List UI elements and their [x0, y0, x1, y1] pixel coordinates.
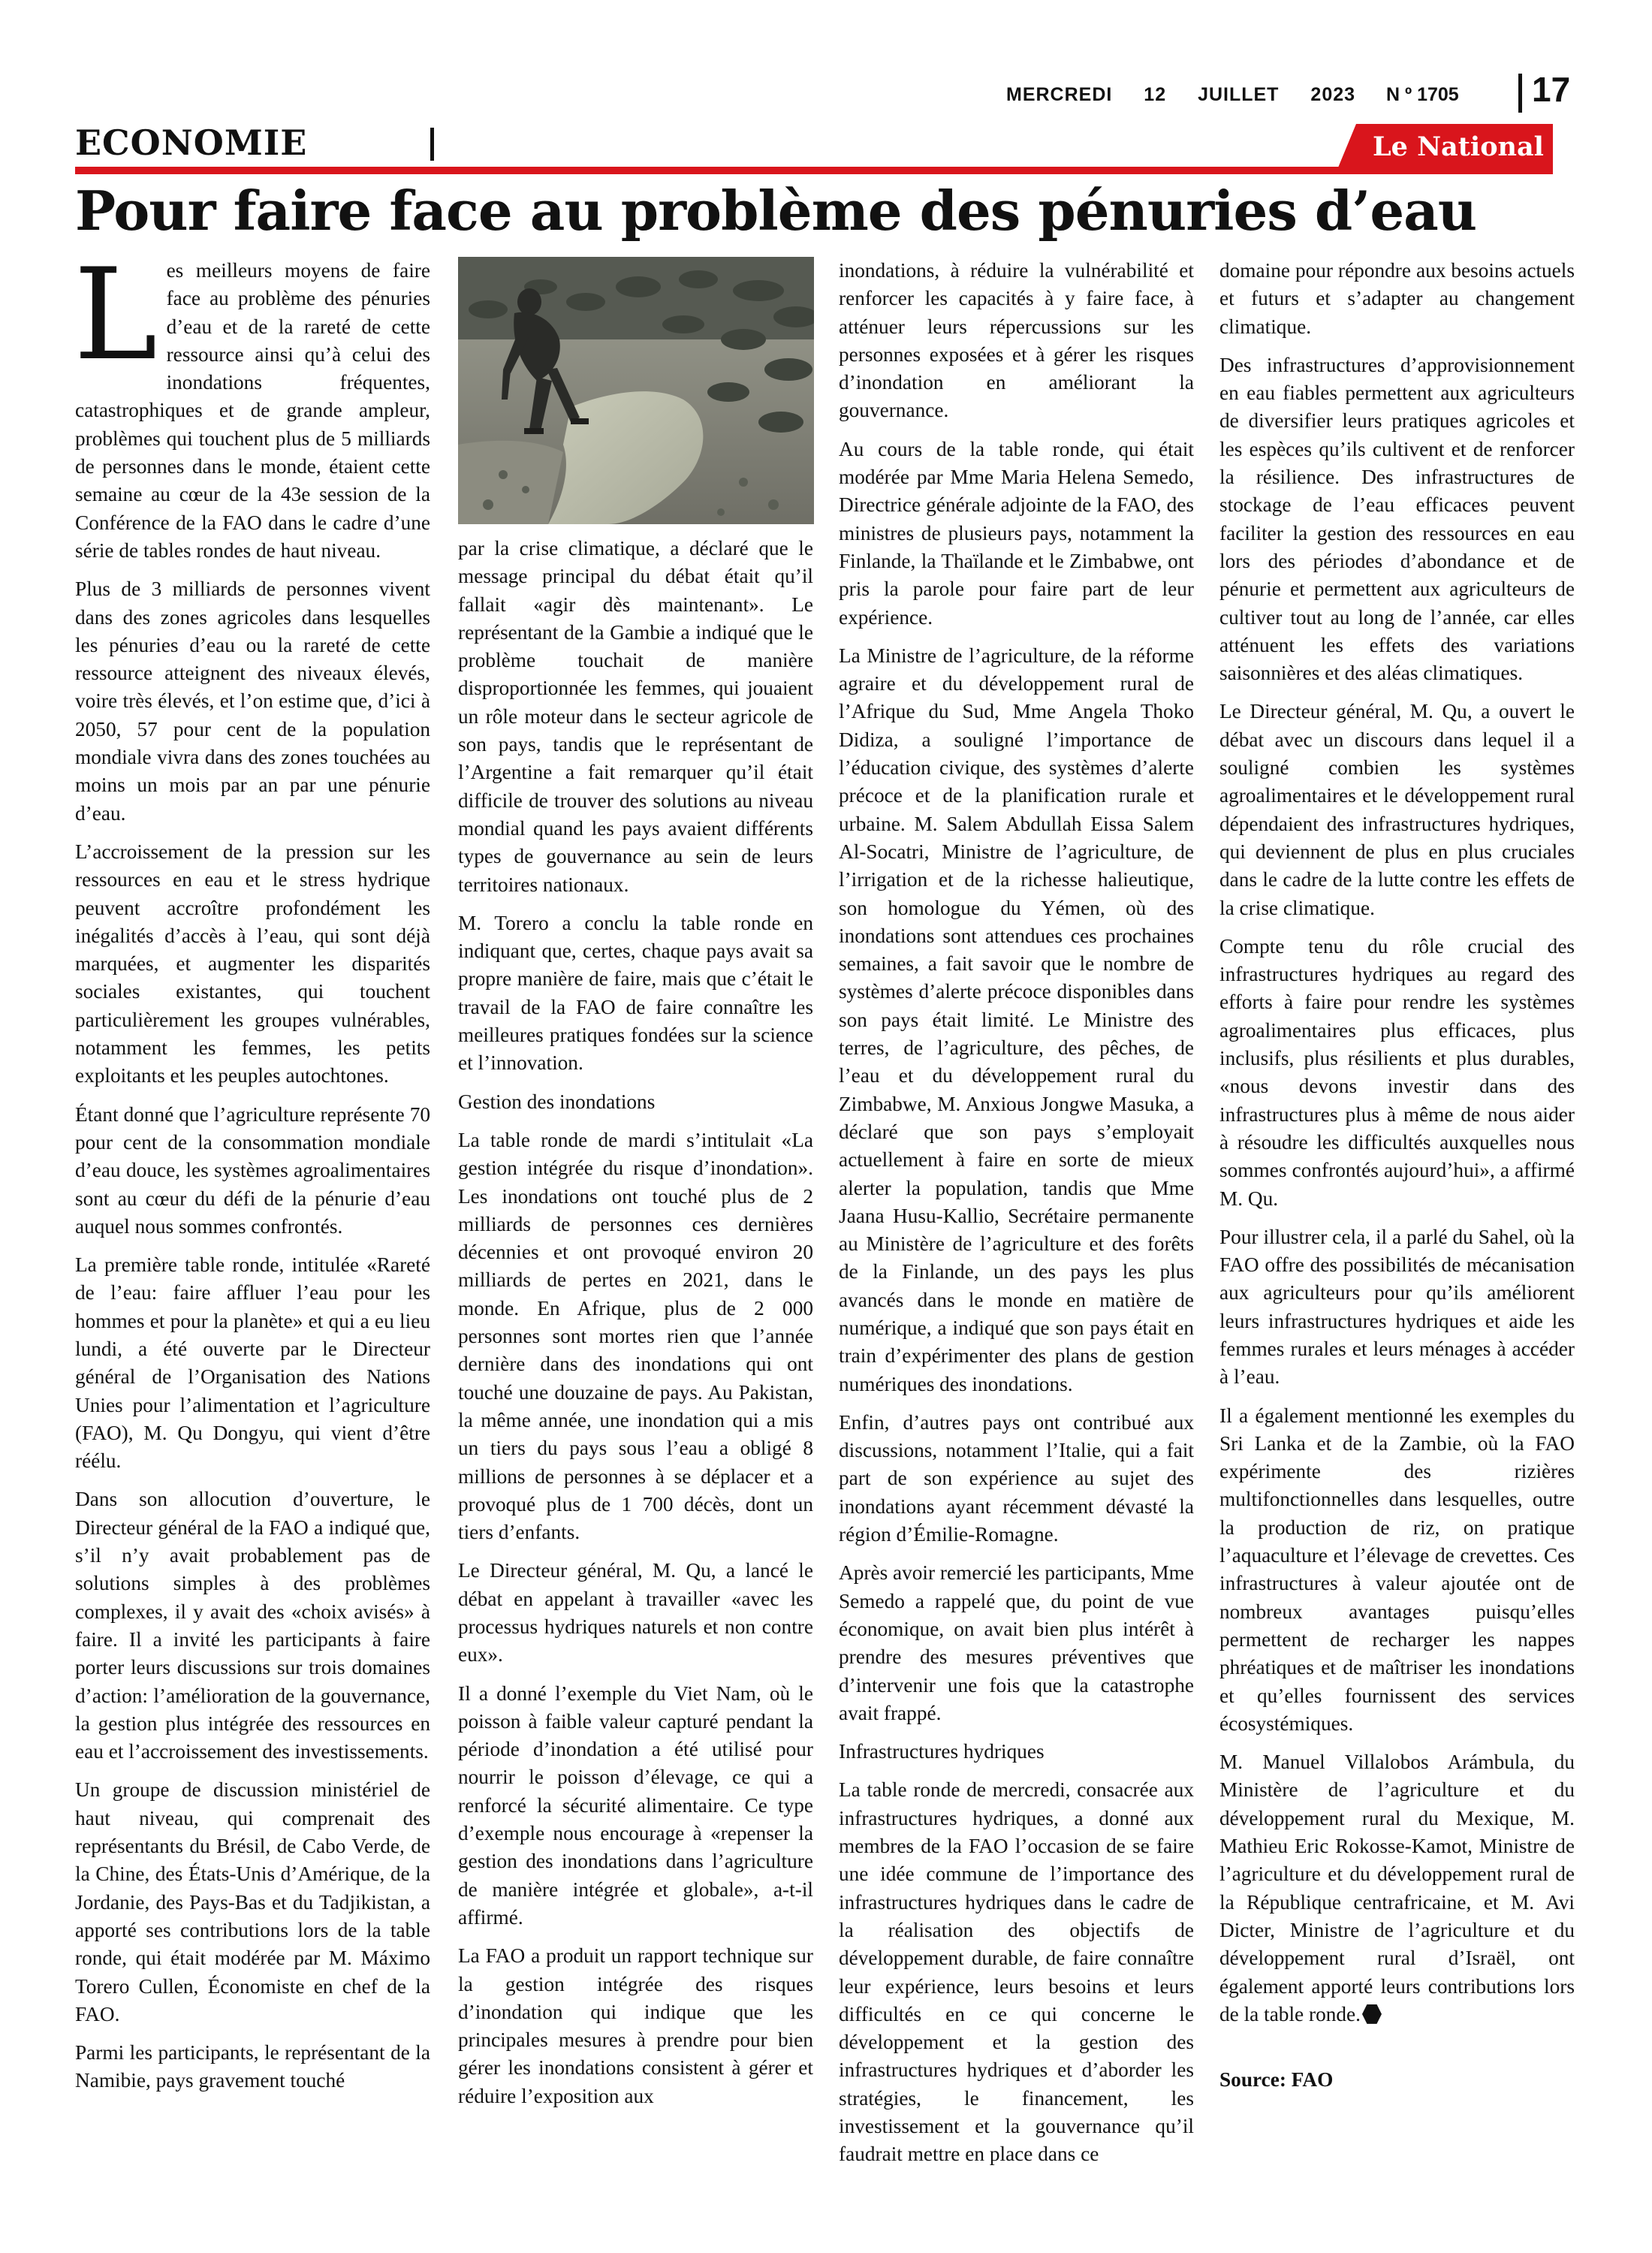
article-column-1 — [74, 241, 430, 2106]
paragraph: L’accroissement de la pression sur les ressources en eau et le stress hydrique peuvent accroître profondément les inégalités d’accès à l’eau, qui sont déjà marquées, et augmenter les disparités sociales existantes, qui touchent particulièrement les groupes vulnérables, notamment les femmes, les petits exploitants et les peuples autochtones. — [75, 840, 430, 1087]
paragraph: Il a donné l’exemple du Viet Nam, où le poisson à faible valeur capturé pendant la période d’inondation a été utilisé pour nourrir le poisson d’élevage, ce qui a renforcé la sécurité alimentaire. Ce type d’exemple nous encourage à «repenser la gestion des inondations dans l’agriculture de manière intégrée et globale», a-t-il affirmé. — [458, 1681, 813, 1929]
paragraph: M. Torero a conclu la table ronde en indiquant que, certes, chaque pays avait sa propre manière de faire, mais que c’était le travail de la FAO de faire connaître les meilleures pratiques fondées sur la science et l’innovation. — [458, 911, 813, 1075]
issue-date — [1006, 84, 1381, 106]
paragraph: Un groupe de discussion ministériel de haut niveau, qui comprenait des représentants du Brésil, de Cabo Verde, de la Chine, des États-Unis d’Amérique, de la Jordanie, des Pays-Bas et du Tadjikistan, a apporté ses contributions lors de la table ronde, qui était modérée par M. Máximo Torero Cullen, Économiste en chef de la FAO. — [75, 1778, 430, 2025]
article-photo — [458, 257, 814, 524]
paragraph: Parmi les participants, le représentant de la Namibie, pays gravement touché — [75, 2041, 430, 2092]
paragraph: La première table ronde, intitulée «Rareté de l’eau: faire affluer l’eau pour les hommes et pour la planète» et qui a eu lieu lundi, a été ouverte par le Directeur général de l’Organisation des Nations Unies pour l’alimentation et l’agriculture (FAO), M. Qu Dongyu, qui vient d’être réélu. — [75, 1253, 430, 1473]
paragraph: Compte tenu du rôle crucial des infrastructures hydriques au regard des efforts à faire pour rendre les systèmes agroalimentaires plus efficaces, plus inclusifs, plus résilients et plus durables, «nous devons investir dans des infrastructures plus à même de nous aider à résoudre les difficultés auxquelles nous sommes confrontés aujourd’hui», a affirmé M. Qu. — [1219, 934, 1575, 1210]
section-divider — [430, 128, 434, 161]
paragraph: La FAO a produit un rapport technique sur la gestion intégrée des risques d’inondation qui indique que les principales mesures à prendre pour bien gérer les inondations consistent à gérer et réduire l’exposition aux — [458, 1944, 813, 2107]
article-column-2 — [458, 257, 813, 2121]
paragraph: Le Directeur général, M. Qu, a ouvert le débat avec un discours dans lequel il a souligné combien les systèmes agroalimentaires et le développement rural dépendaient des infrastructures hydriques, qui deviennent de plus en plus cruciales dans le cadre de la lutte contre les effets de la crise climatique. — [1219, 700, 1575, 919]
paragraph: Étant donné que l’agriculture représente 70 pour cent de la consommation mondiale d’eau douce, les systèmes agroalimentaires sont au cœur du défi de la pénurie d’eau auquel nous sommes confrontés. — [75, 1102, 430, 1238]
end-of-article-icon — [1362, 2004, 1382, 2024]
paragraph: Des infrastructures d’approvisionnement en eau fiables permettent aux agriculteurs de diversifier leurs pratiques agricoles et les espèces qu’ils cultivent et de renforcer la résilience. Des infrastructures de stockage de l’eau efficaces peuvent faciliter la gestion des ressources en eau lors des périodes d’abondance et de pénurie et permettent aux agriculteurs de cultiver tout au long de l’année, car elles atténuent les effets des variations saisonnières et des aléas climatiques. — [1219, 353, 1575, 685]
issue-number: N º 1705 — [1386, 84, 1459, 105]
paragraph: domaine pour répondre aux besoins actuels et futurs et s’adapter au changement climatique. — [1219, 259, 1575, 338]
paragraph: Dans son allocution d’ouverture, le Directeur général de la FAO a indiqué que, s’il n’y avait probablement pas de solutions simples à des problèmes complexes, il y avait des «choix avisés» à faire. Il a invité les participants à faire porter leurs discussions sur trois domaines d’action: l’amélioration de la gouvernance, la gestion plus intégrée des ressources en eau et l’accroissement des investissements. — [75, 1488, 430, 1763]
subheading-water-infrastructure: Infrastructures hydriques — [839, 1740, 1045, 1763]
page-number: 17 — [1532, 70, 1571, 109]
article-headline: Pour faire face au problème des pénuries d’eau — [75, 179, 1477, 243]
paragraph: La Ministre de l’agriculture, de la réforme agraire et du développement rural de l’Afrique du Sud, Mme Angela Thoko Didiza, a souligné l’importance de l’éducation civique, des systèmes d’alerte précoce et de la planification rurale et urbaine. M. Salem Abdullah Eissa Salem Al-Socatri, Ministre de l’agriculture, de l’irrigation et de la richesse halieutique, son homologue du Yémen, où des inondations sont attendues ces prochaines semaines, a fait savoir que le nombre de systèmes d’alerte précoce disponibles dans son pays était limité. Le Ministre des terres, de l’agriculture, des pêches, de l’eau et du développement rural du Zimbabwe, M. Anxious Jongwe Masuka, a déclaré que son pays s’employait actuellement à faire en sorte de mieux alerter la population, tandis que Mme Jaana Husu-Kallio, Secrétaire permanente au Ministère de l’agriculture et des forêts de la Finlande, un des pays les plus avancés dans le monde en matière de numérique, a indiqué que son pays était en train d’expérimenter des plans de gestion numériques des inondations. — [839, 644, 1194, 1395]
drop-cap: L — [74, 241, 158, 388]
paragraph — [74, 241, 430, 565]
paragraph: Enfin, d’autres pays ont contribué aux discussions, notamment l’Italie, qui a fait part de son expérience au sujet des inondations ayant récemment dévasté la région d’Émilie-Romagne. — [839, 1410, 1194, 1546]
paragraph: La table ronde de mardi s’intitulait «La gestion intégrée du risque d’inondation». Les inondations ont touché plus de 2 milliards de personnes ces dernières décennies et ont provoqué environ 20 milliards de pertes en 2021, dans le monde. En Afrique, plus de 2 000 personnes sont mortes rien que l’année dernière dans des inondations qui ont touché une douzaine de pays. Au Pakistan, la même année, une inondation qui a mis un tiers du pays sous l’eau a obligé 8 millions de personnes à se déplacer et a provoqué plus de 1 700 décès, dont un tiers d’enfants. — [458, 1128, 813, 1544]
paragraph: Plus de 3 milliards de personnes vivent dans des zones agricoles dans lesquelles les pénuries d’eau ou la rareté de cette ressource atteignent des niveaux élevés, voire très élevés, et l’on estime que, d’ici à 2050, 57 pour cent de la population mondiale vivra dans des zones touchées au moins un mois par an par une pénurie d’eau. — [75, 578, 430, 825]
section-title: ECONOMIE — [75, 122, 308, 163]
paragraph-text: M. Manuel Villalobos Arámbula, du Ministère de l’agriculture et du développement rural du Mexique, M. Mathieu Eric Rokosse-Kamot, Ministre de l’agriculture et du développement rural de la République centrafricaine, et M. Avi Dicter, Ministre de l’agriculture et du développement rural d’Israël, ont également apporté leurs contributions lors de la table ronde. — [1219, 1751, 1575, 2025]
article-column-4 — [1219, 257, 1575, 2104]
farmer-irrigation-photo — [458, 257, 814, 524]
paragraph: Il a également mentionné les exemples du Sri Lanka et de la Zambie, où la FAO expérimente des rizières multifonctionnelles dans lesquelles, outre la production de riz, on pratique l’aquaculture et l’élevage de crevettes. Ces infrastructures à valeur ajoutée ont de nombreux avantages puisqu’elles permettent de recharger les nappes phréatiques et de maîtriser les inondations et qu’elles fournissent des services écosystémiques. — [1219, 1404, 1575, 1735]
paragraph: inondations, à réduire la vulnérabilité et renforcer les capacités à y faire face, à atténuer leurs répercussions sur les personnes exposées et à gérer les risques d’inondation en améliorant la gouvernance. — [839, 259, 1194, 422]
header-rule — [75, 167, 1553, 174]
article-column-3 — [839, 257, 1194, 2179]
article-source: Source: FAO — [1219, 2068, 1334, 2092]
paragraph: Après avoir remercié les participants, Mme Semedo a rappelé que, du point de vue économique, on avait bien plus intérêt à prendre des mesures préventives que d’intervenir une fois que la catastrophe avait frappé. — [839, 1561, 1194, 1724]
newspaper-brand: Le National — [1373, 131, 1544, 162]
subheading-flood-management: Gestion des inondations — [458, 1090, 656, 1113]
date-day: MERCREDI — [1006, 84, 1113, 105]
date-year: 2023 — [1310, 84, 1356, 105]
paragraph: Le Directeur général, M. Qu, a lancé le débat en appelant à travailler «avec les processus hydriques naturels et non contre eux». — [458, 1559, 813, 1666]
paragraph: Au cours de la table ronde, qui était modérée par Mme Maria Helena Semedo, Directrice générale adjointe de la FAO, des ministres de plusieurs pays, notamment la Finlande, la Thaïlande et le Zimbabwe, ont pris la parole pour faire part de leur expérience. — [839, 437, 1194, 629]
paragraph: par la crise climatique, a déclaré que le message principal du débat était qu’il fallait «agir dès maintenant». Le représentant de la Gambie a indiqué que le problème touchait de manière disproportionnée les femmes, qui jouaient un rôle moteur dans le secteur agricole de son pays, tandis que le représentant de l’Argentine a fait remarquer qu’il était difficile de trouver des solutions au niveau mondial quand les pays avaient différents types de gouvernance au sein de leurs territoires nationaux. — [458, 537, 813, 896]
paragraph: Pour illustrer cela, il a parlé du Sahel, où la FAO offre des possibilités de mécanisation aux agriculteurs pour qu’ils améliorent leurs infrastructures hydriques et aide les femmes rurales et leurs ménages à accéder à l’eau. — [1219, 1225, 1575, 1389]
page-number-divider — [1518, 74, 1522, 113]
paragraph: La table ronde de mercredi, consacrée aux infrastructures hydriques, a donné aux membres de la FAO l’occasion de se faire une idée commune de l’importance des infrastructures hydriques dans le cadre de la réalisation des objectifs de développement durable, de faire connaître leur expérience, leurs besoins et leurs difficultés en ce qui concerne le développement et la gestion des infrastructures hydriques et d’aborder les stratégies, le financement, les investissement et la gouvernance qu’il faudrait mettre en place dans ce — [839, 1778, 1194, 2166]
paragraph-text: es meilleurs moyens de faire face au problème des pénuries d’eau et de la rareté de cette ressource ainsi qu’à celui des inondations fréquentes, catastrophiques et de grande ampleur, problèmes qui touchent plus de 5 milliards de personnes dans le monde, étaient cette semaine au cœur de la 43e session de la Conférence de la FAO dans le cadre d’une série de tables rondes de haut niveau. — [75, 259, 430, 562]
date-number: 12 — [1144, 84, 1167, 105]
date-month: JUILLET — [1198, 84, 1280, 105]
paragraph — [1219, 1748, 1575, 2028]
